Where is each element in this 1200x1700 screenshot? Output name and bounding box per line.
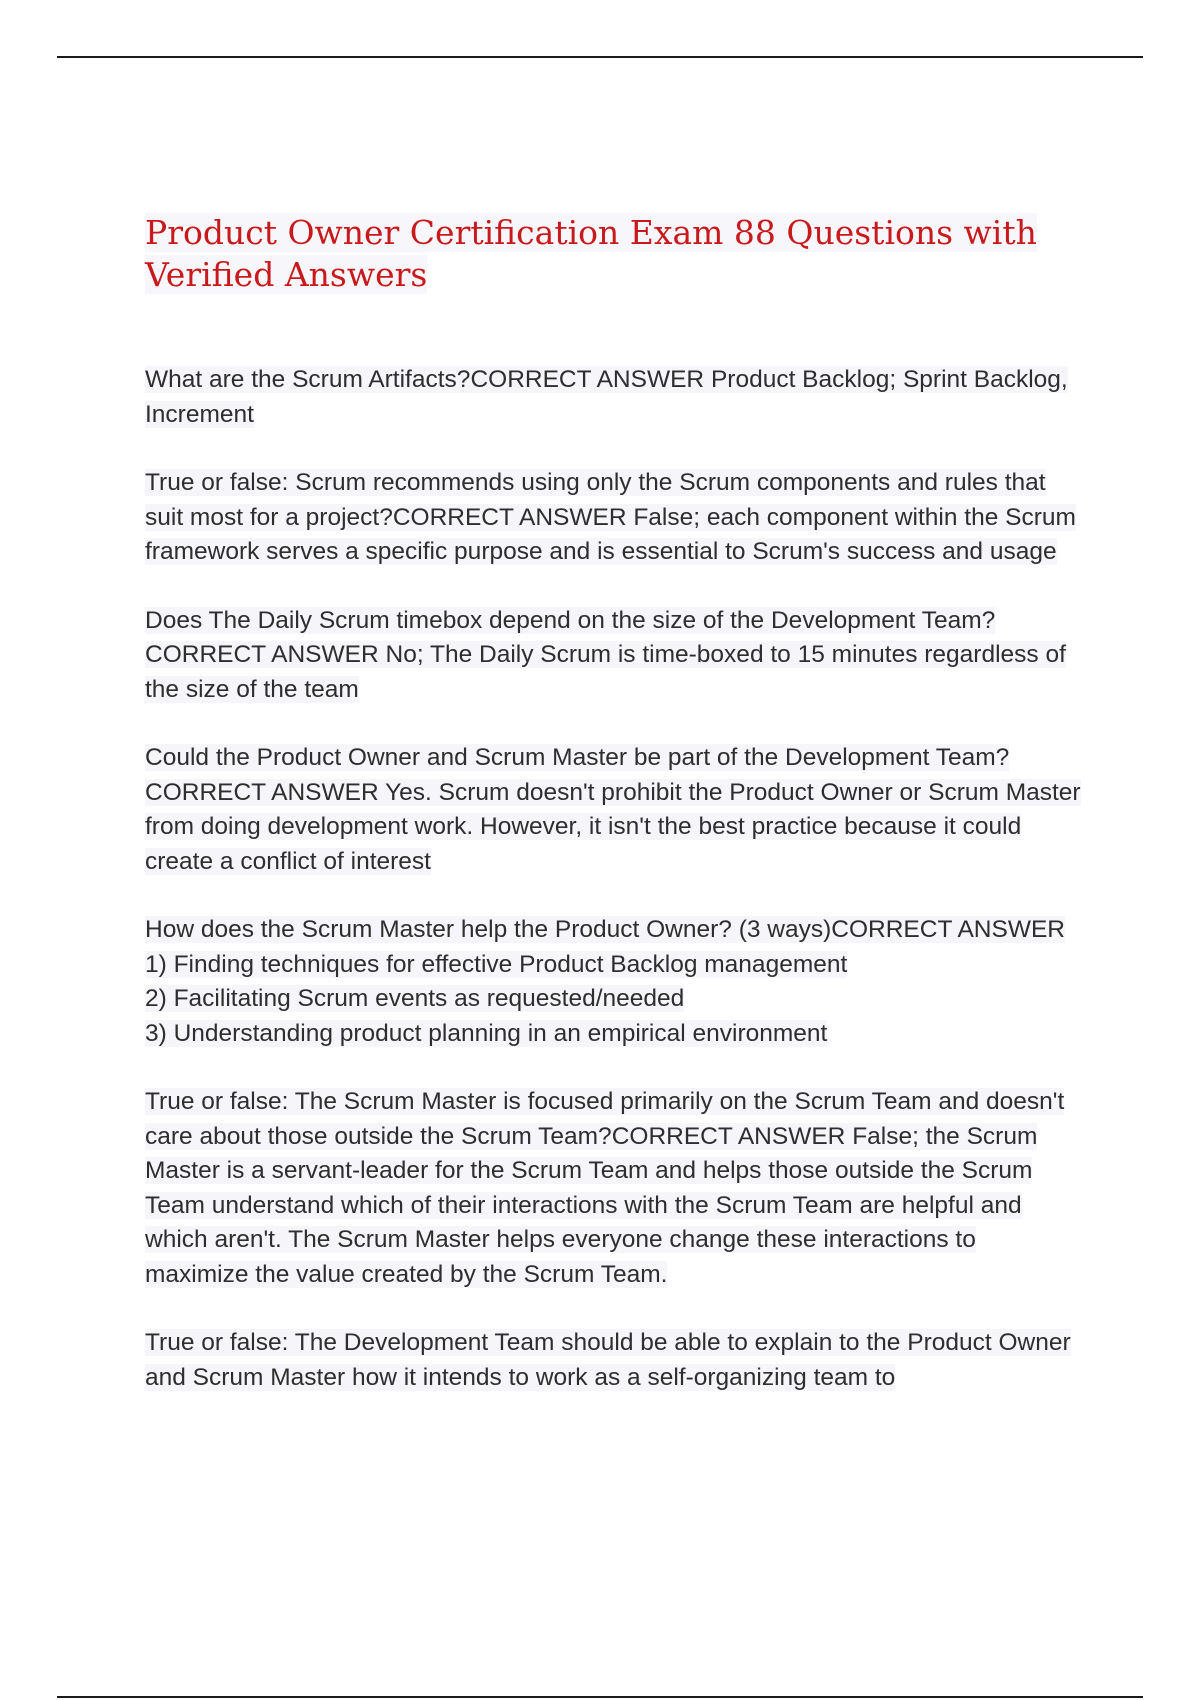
qa-item (145, 913, 1085, 1051)
qa-item (145, 1326, 1085, 1395)
header-rule (57, 56, 1143, 58)
question-text: Could the Product Owner and Scrum Master be part of the Development Team? (145, 744, 1010, 771)
question-text: Does The Daily Scrum timebox depend on the size of the Development Team? (145, 606, 996, 634)
answer-list-item: 3) Understanding product planning in an empirical environment (145, 1019, 828, 1047)
answer-marker: CORRECT ANSWER (145, 641, 379, 668)
qa-item (145, 604, 1085, 708)
footer-rule (57, 1696, 1143, 1698)
answer-text: False; the Scrum Master is a servant-leader for the Scrum Team and helps those outside the Scrum Team understand which of their interactions with the Scrum Team are helpful and which aren't. The Scrum Master helps everyone change these interactions to maximize the value created by the Scrum Team. (145, 1122, 1038, 1288)
document-content (145, 212, 1085, 1429)
answer-marker: CORRECT ANSWER (470, 366, 705, 393)
answer-marker: CORRECT ANSWER (145, 778, 379, 806)
question-text: What are the Scrum Artifacts? (145, 366, 471, 393)
answer-list-item: 1) Finding techniques for effective Product Backlog management (145, 950, 848, 978)
answer-text: Product Backlog; Sprint Backlog, Increment (145, 366, 1068, 428)
answer-text: Yes. Scrum doesn't prohibit the Product Owner or Scrum Master from doing development work. However, it isn't the best practice because it could create a conflict of interest (145, 778, 1081, 875)
qa-item (145, 741, 1085, 879)
qa-item (145, 1085, 1085, 1292)
answer-marker: CORRECT ANSWER (831, 916, 1065, 943)
answer-text: False; each component within the Scrum framework serves a specific purpose and is essential to Scrum's success and usage (145, 503, 1076, 565)
answer-text: No; The Daily Scrum is time-boxed to 15 minutes regardless of the size of the team (145, 641, 1066, 703)
question-text: True or false: The Development Team should be able to explain to the Product Owner and Scrum Master how it intends to work as a self-organizing team to (145, 1329, 1071, 1391)
question-text: How does the Scrum Master help the Product Owner? (3 ways) (145, 916, 832, 943)
question-text: True or false: The Scrum Master is focused primarily on the Scrum Team and doesn't care about those outside the Scrum Team? (145, 1088, 1065, 1150)
question-text: True or false: Scrum recommends using only the Scrum components and rules that suit most for a project? (145, 469, 1046, 531)
qa-item (145, 466, 1085, 570)
answer-list-item: 2) Facilitating Scrum events as requested/needed (145, 985, 685, 1012)
answer-marker: CORRECT ANSWER (392, 503, 627, 531)
answer-marker: CORRECT ANSWER (611, 1122, 846, 1150)
qa-item (145, 363, 1085, 432)
document-title: Product Owner Certification Exam 88 Questions with Verified Answers (145, 213, 1037, 294)
